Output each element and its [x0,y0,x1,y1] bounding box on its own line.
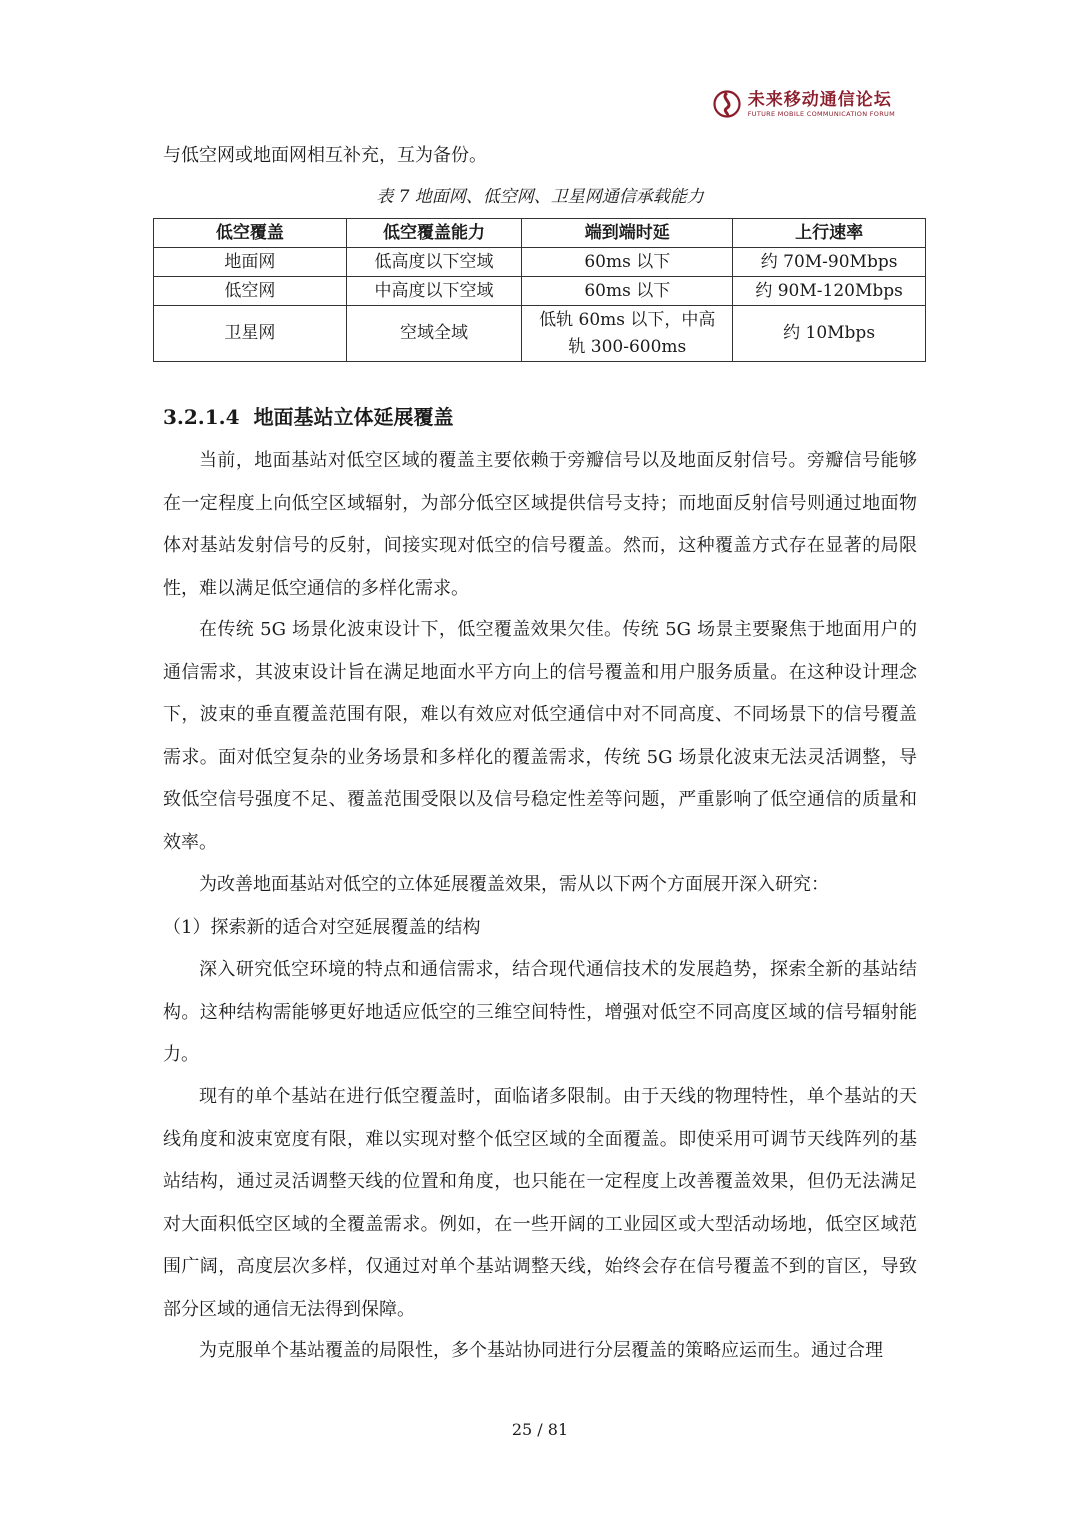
section-heading [163,402,454,432]
table-row [154,248,926,277]
table-header-row [154,219,926,248]
table-header-cell: 低空覆盖能力 [346,219,522,248]
body-text-block-2 [163,609,917,864]
capability-table [153,218,926,362]
section-number: 3.2.1.4 [163,405,240,429]
table-cell: 低高度以下空域 [346,248,522,277]
table-cell: 地面网 [154,248,347,277]
table-header-cell: 低空覆盖 [154,219,347,248]
body-text-block-4 [163,1076,917,1331]
page-number: 25 / 81 [511,1420,569,1439]
table-cell: 约 90M-120Mbps [733,277,926,306]
table-caption: 表 7 地面网、低空网、卫星网通信承载能力 [376,187,704,207]
table-cell: 约 10Mbps [733,306,926,362]
paragraph: 为改善地面基站对低空的立体延展覆盖效果，需从以下两个方面展开深入研究： [199,874,829,895]
table-cell: 低空网 [154,277,347,306]
lead-line: 与低空网或地面网相互补充，互为备份。 [163,145,487,166]
table-row [154,277,926,306]
subheading-paragraph: （1）探索新的适合对空延展覆盖的结构 [163,916,481,938]
table-header-cell: 端到端时延 [522,219,733,248]
table-cell: 60ms 以下 [522,277,733,306]
body-text-block-3 [163,864,917,1077]
logo-chinese-name: 未来移动通信论坛 [747,90,892,110]
body-text-block-5 [163,1330,917,1373]
table-cell: 60ms 以下 [522,248,733,277]
table-row [154,306,926,362]
paragraph: 深入研究低空环境的特点和通信需求，结合现代通信技术的发展趋势，探索全新的基站结构。这种结构需能够更好地适应低空的三维空间特性，增强对低空不同高度区域的信号辐射能力。 [163,959,917,1065]
paragraph: 为克服单个基站覆盖的局限性，多个基站协同进行分层覆盖的策略应运而生。通过合理 [199,1340,883,1361]
paragraph: 现有的单个基站在进行低空覆盖时，面临诸多限制。由于天线的物理特性，单个基站的天线角度和波束宽度有限，难以实现对整个低空区域的全面覆盖。即使采用可调节天线阵列的基站结构，通过灵活调整天线的位置和角度，也只能在一定程度上改善覆盖效果，但仍无法满足对大面积低空区域的全覆盖需求。例如，在一些开阔的工业园区或大型活动场地，低空区域范围广阔，高度层次多样，仅通过对单个基站调整天线，始终会存在信号覆盖不到的盲区，导致部分区域的通信无法得到保障。 [163,1086,917,1320]
paragraph: 当前，地面基站对低空区域的覆盖主要依赖于旁瓣信号以及地面反射信号。旁瓣信号能够在一定程度上向低空区域辐射，为部分低空区域提供信号支持；而地面反射信号则通过地面物体对基站发射信号的反射，间接实现对低空的信号覆盖。然而，这种覆盖方式存在显著的局限性，难以满足低空通信的多样化需求。 [163,450,917,599]
body-text-block-1 [163,440,917,610]
forum-logo-icon [712,89,742,119]
logo-english-name: FUTURE MOBILE COMMUNICATION FORUM [747,110,895,118]
table-cell: 中高度以下空域 [346,277,522,306]
table-cell: 卫星网 [154,306,347,362]
table-cell: 约 70M-90Mbps [733,248,926,277]
paragraph: 在传统 5G 场景化波束设计下，低空覆盖效果欠佳。传统 5G 场景主要聚焦于地面用户的通信需求，其波束设计旨在满足地面水平方向上的信号覆盖和用户服务质量。在这种设计理念下，波束的垂直覆盖范围有限，难以有效应对低空通信中对不同高度、不同场景下的信号覆盖需求。面对低空复杂的业务场景和多样化的覆盖需求，传统 5G 场景化波束无法灵活调整，导致低空信号强度不足、覆盖范围受限以及信号稳定性差等问题，严重影响了低空通信的质量和效率。 [163,619,917,853]
table-header-cell: 上行速率 [733,219,926,248]
section-title: 地面基站立体延展覆盖 [253,405,454,429]
table-cell: 低轨 60ms 以下，中高轨 300-600ms [522,306,733,362]
forum-logo [712,86,895,122]
table-cell: 空域全域 [346,306,522,362]
